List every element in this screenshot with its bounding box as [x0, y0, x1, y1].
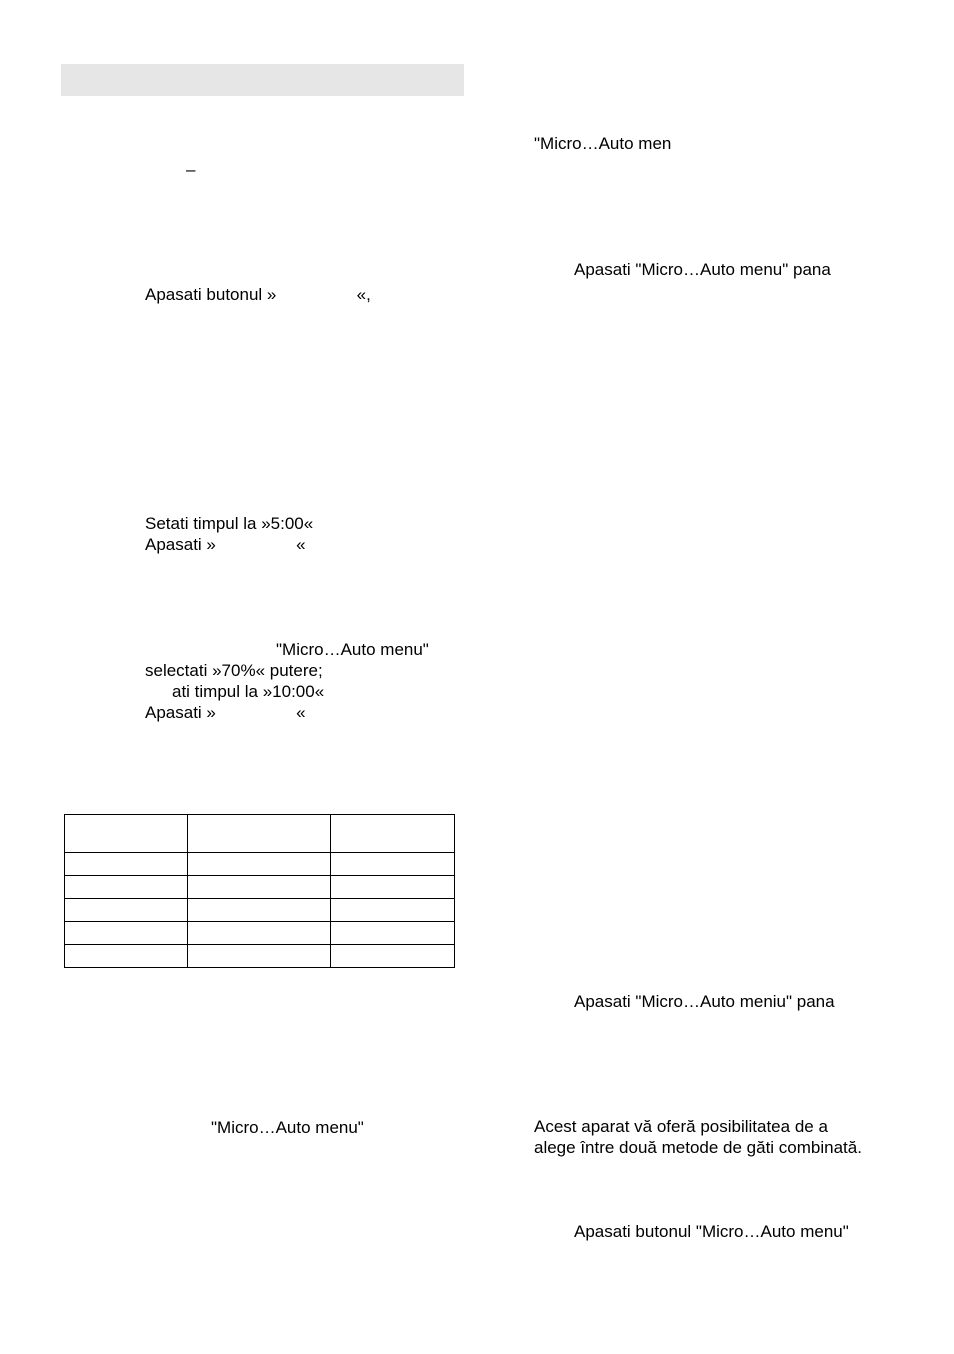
instruction-micro-auto-menu-1: "Micro…Auto menu"	[276, 640, 429, 659]
table-header-row	[65, 815, 455, 853]
table-header-cell	[65, 815, 188, 853]
table-cell	[331, 876, 455, 899]
table-cell	[188, 922, 331, 945]
table-row	[65, 899, 455, 922]
table-cell	[331, 899, 455, 922]
dash-mark: –	[186, 160, 196, 179]
table-header-cell	[188, 815, 331, 853]
table-cell	[331, 853, 455, 876]
table-header-cell	[331, 815, 455, 853]
table-row	[65, 945, 455, 968]
table-row	[65, 853, 455, 876]
section-header-bar	[61, 64, 464, 96]
table-cell	[188, 853, 331, 876]
table-cell	[65, 853, 188, 876]
instruction-set-time-5: Setati timpul la »5:00«	[145, 514, 314, 533]
instruction-micro-auto-menu-2: "Micro…Auto menu"	[211, 1118, 364, 1137]
table-cell	[65, 899, 188, 922]
instruction-press-micro-pana: Apasati "Micro…Auto menu" pana	[574, 260, 831, 279]
table-cell	[65, 945, 188, 968]
table-cell	[188, 876, 331, 899]
instruction-select-70-power: selectati »70%« putere;	[145, 661, 323, 680]
paragraph-combined-cooking: Acest aparat vă oferă posibilitatea de a alege între două metode de găti combinată.	[534, 1117, 862, 1157]
table-row	[65, 922, 455, 945]
table-cell	[65, 922, 188, 945]
table-cell	[188, 899, 331, 922]
instruction-press-start-1: Apasati » «	[145, 535, 306, 554]
instruction-press-button: Apasati butonul » «,	[145, 285, 371, 304]
table-cell	[188, 945, 331, 968]
table-row	[65, 876, 455, 899]
instruction-micro-auto-men: "Micro…Auto men	[534, 134, 672, 153]
instruction-press-micro-meniu-pana: Apasati "Micro…Auto meniu" pana	[574, 992, 835, 1011]
settings-table	[64, 814, 455, 968]
table-cell	[65, 876, 188, 899]
instruction-press-start-2: Apasati » «	[145, 703, 306, 722]
table-cell	[331, 922, 455, 945]
instruction-press-button-micro: Apasati butonul "Micro…Auto menu"	[574, 1222, 849, 1241]
instruction-set-time-10: ati timpul la »10:00«	[172, 682, 325, 701]
table-cell	[331, 945, 455, 968]
